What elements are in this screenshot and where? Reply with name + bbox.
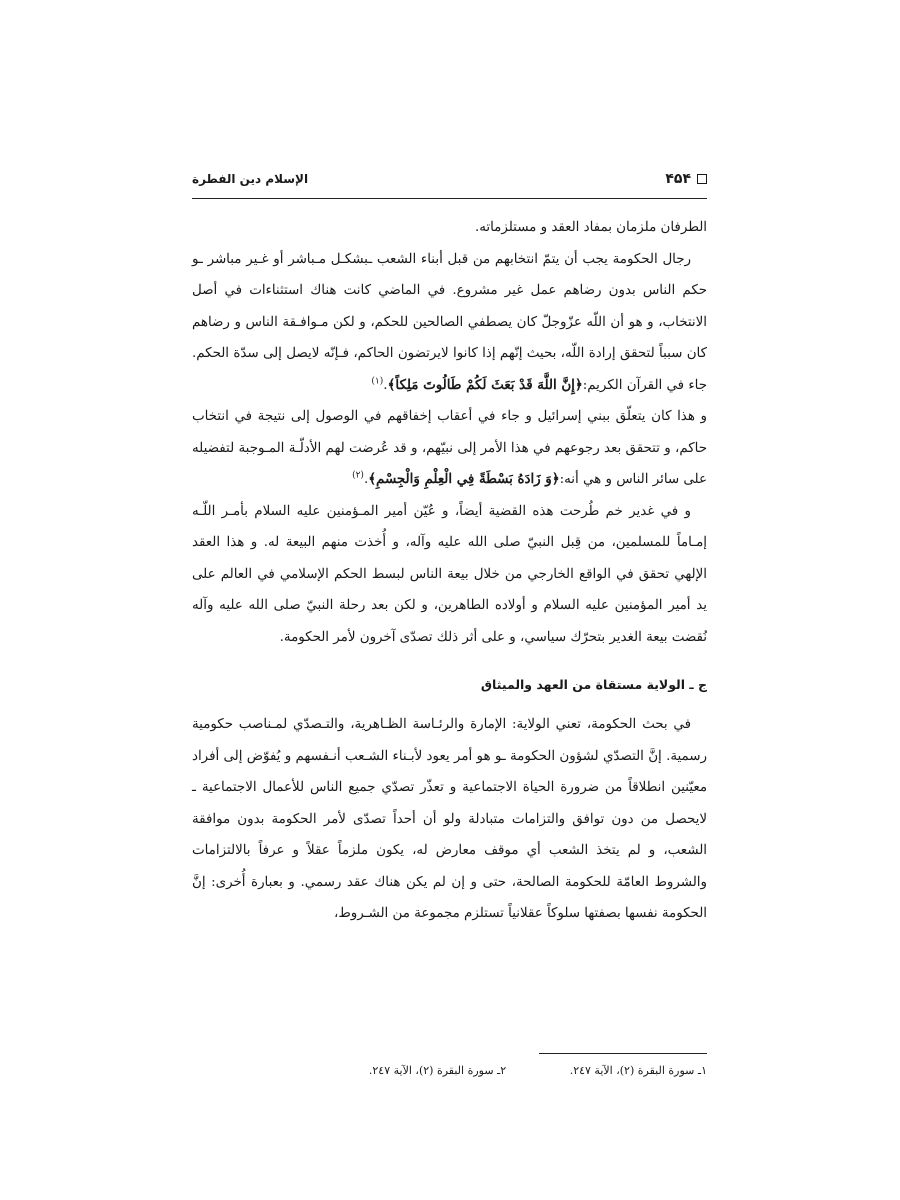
paragraph-2-text: رجال الحكومة يجب أن يتمّ انتخابهم من قبل أبناء الشعب ـبشكـل مـباشر أو غـير مباشر ـو حكم الناس بدون رضاهم عمل غير مشروع. في الماضي كانت هناك استثناءات في أصل الانتخاب، و هو أن اللّه عزّوجلّ كان يصطفي الصالحين للحكم، و لكن مـوافـقة الناس و رضاهم كان سبباً لتحقق إرادة اللّه، بحيث إنّهم إذا كانوا لايرتضون الحاكم، فـإنّه لايصل إلى سدّة الحكم. جاء في القرآن الكريم:: [192, 251, 707, 393]
footnote-divider: [539, 1053, 707, 1054]
quran-quote-2: ﴿وَ زَادَهُ بَسْطَةً فِي الْعِلْمِ وَالْجِسْمِ﴾: [368, 471, 560, 487]
page-number-block: [665, 171, 707, 187]
paragraph-5: في بحث الحكومة، تعني الولاية: الإمارة والرئـاسة الظـاهرية، والتـصدّي لمـناصب حكومية رسمية. إنَّ التصدّي لشؤون الحكومة ـو هو أمر يعود لأبـناء الشـعب أنـفسهم و يُفوّض إلى أفراد معيّنين انطلاقاً من ضرورة الحياة الاجتماعية و تعذّر تصدّي جميع الناس للأعمال الاجتماعية ـ لايحصل من دون توافق والتزامات متبادلة ولو أن أحداً تصدّى لأمر الحكومة بدون موافقة الشعب، و لم يتخذ الشعب أي موقف معارض له، يكون ملزماً عقلاً و عرفاً بالالتزامات والشروط العامّة للحكومة الصالحة، حتى و إن لم يكن هناك عقد رسمي. و بعبارة أُخرى: إنَّ الحكومة نفسها بصفتها سلوكاً عقلانياً تستلزم مجموعة من الشـروط،: [192, 717, 707, 921]
footnotes: [192, 1062, 707, 1080]
quote-2-period: .: [363, 472, 369, 487]
paragraph-2: [192, 244, 707, 402]
section-heading: ج ـ الولاية مستقاة من العهد والميثاق: [480, 677, 707, 692]
square-bullet-icon: [697, 174, 707, 184]
book-title: الإسلام دين الفطرة: [192, 172, 309, 186]
page-number: ۴۵۴: [665, 171, 691, 187]
footnote-ref-2: (٢): [352, 470, 364, 481]
quran-quote-1: ﴿إِنَّ اللَّهَ قَدْ بَعَثَ لَكُمْ طَالُوتَ مَلِكاً﴾: [387, 376, 583, 393]
paragraph-4: و في غدير خم طُرحت هذه القضية أيضاً، و عُيّن أمير المـؤمنين عليه السلام بأمـر اللّـه إمـاماً للمسلمين، من قِبل النبيّ صلى الله عليه وآله، و أُخذت منهم البيعة له. و هذا العقد الإلهي تحقق في الواقع الخارجي من خلال بيعة الناس لبسط الحكم الإسلامي في العالم على يد أمير المؤمنين عليه السلام و أولاده الطاهرين، و لكن بعد رحلة النبيّ صلى الله عليه وآله نُقضت بيعة الغدير بتحرّك سياسي، و على أثر ذلك تصدّى آخرون لأمر الحكومة.: [192, 503, 707, 645]
book-page: [192, 160, 707, 1120]
quote-1-period: .: [383, 377, 388, 393]
paragraph-3: [192, 401, 707, 496]
paragraph-1: الطرفان ملزمان بمفاد العقد و مستلزماته.: [474, 220, 707, 235]
paragraph-3-text: و هذا كان يتعلّق ببني إسرائيل و جاء في أعقاب إخفاقهم في الوصول إلى نتيجة في انتخاب حاكم، و تتحقق بعد رجوعهم في هذا الأمر إلى نبيّهم، و قد عُرضت لهم الأدلّـة المـوجبة لتفضيله على سائر الناس و هي أنه:: [192, 409, 707, 487]
footnote-2: ٢ـ سورة البقرة (٢)، الآية ٢٤٧.: [368, 1064, 507, 1077]
running-header: [192, 160, 707, 199]
footnote-ref-1: (١): [371, 376, 384, 387]
footnote-1: ١ـ سورة البقرة (٢)، الآية ٢٤٧.: [569, 1064, 707, 1077]
body-text: [192, 212, 707, 930]
